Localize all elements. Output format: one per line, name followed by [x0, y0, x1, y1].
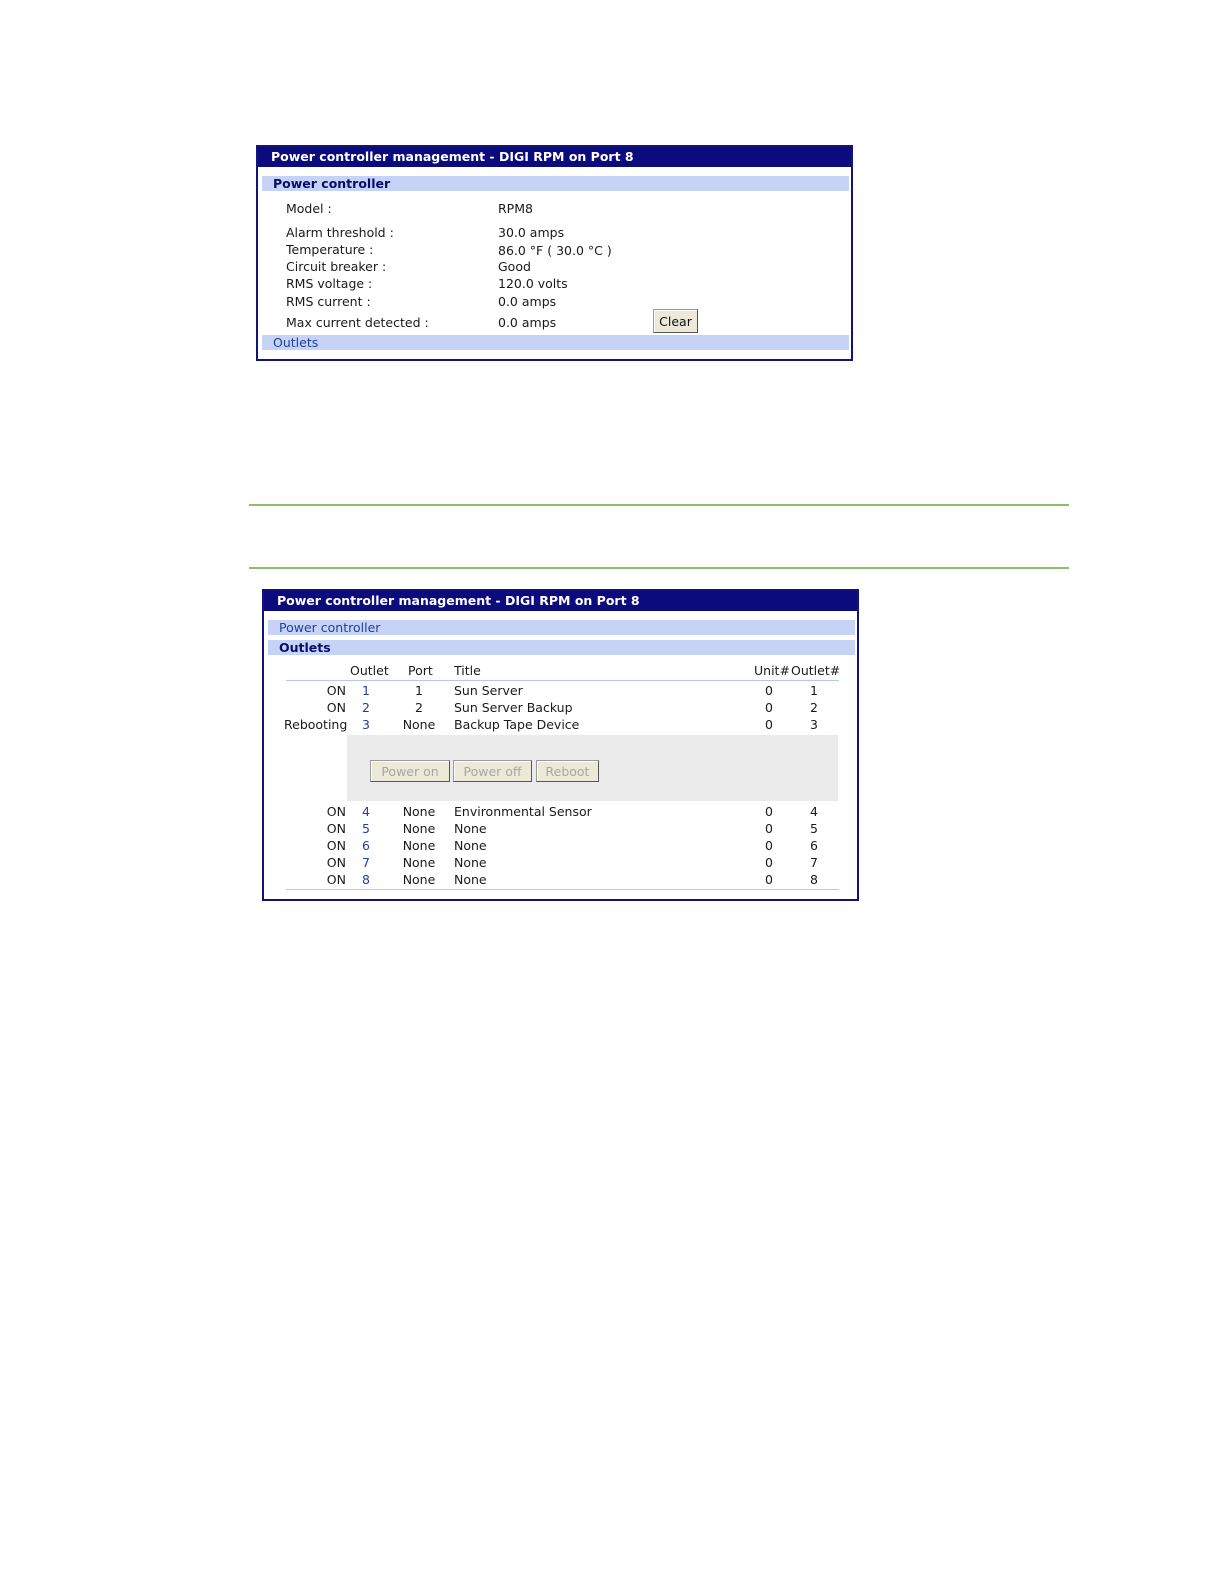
outlet-link[interactable]: 7: [362, 855, 370, 870]
outlet-number: 1: [810, 683, 818, 698]
power-controller-section-header[interactable]: Power controller: [262, 176, 849, 191]
outlet-title: Sun Server: [454, 683, 523, 698]
outlet-status: ON: [326, 683, 346, 698]
temperature-label: Temperature :: [286, 242, 374, 257]
power-controller-section-link[interactable]: Power controller: [268, 620, 855, 635]
panel-title: Power controller management - DIGI RPM on Port 8: [264, 591, 857, 611]
outlet-port: None: [402, 838, 436, 853]
outlet-number: 8: [810, 872, 818, 887]
outlet-status: ON: [326, 821, 346, 836]
outlet-port: None: [402, 872, 436, 887]
outlet-number: 5: [810, 821, 818, 836]
outlet-unit: 0: [765, 872, 773, 887]
outlet-unit: 0: [765, 700, 773, 715]
power-on-button[interactable]: Power on: [370, 760, 450, 782]
model-value: RPM8: [498, 201, 533, 216]
outlet-title: None: [454, 872, 487, 887]
table-bottom-divider: [286, 889, 839, 890]
outlet-unit: 0: [765, 717, 773, 732]
table-row-selected: [284, 717, 844, 734]
outlet-link[interactable]: 1: [362, 683, 370, 698]
outlet-status: ON: [326, 872, 346, 887]
model-label: Model :: [286, 201, 332, 216]
header-outlet: Outlet: [350, 663, 389, 678]
outlets-section-header[interactable]: Outlets: [268, 640, 855, 655]
outlet-status: ON: [326, 804, 346, 819]
rms-current-label: RMS current :: [286, 294, 371, 309]
outlet-link[interactable]: 6: [362, 838, 370, 853]
outlet-title: Sun Server Backup: [454, 700, 573, 715]
alarm-threshold-value: 30.0 amps: [498, 225, 565, 240]
temperature-value: 86.0 °F ( 30.0 °C ): [498, 243, 612, 258]
outlet-title: None: [454, 838, 487, 853]
table-row: [284, 700, 844, 717]
table-row: [284, 821, 844, 838]
header-title: Title: [454, 663, 481, 678]
outlet-port: 1: [415, 683, 423, 698]
outlet-control-area: [347, 735, 838, 801]
header-outlet-number: Outlet#: [791, 663, 841, 678]
table-row: [284, 872, 844, 889]
outlet-number: 7: [810, 855, 818, 870]
outlet-title: Environmental Sensor: [454, 804, 592, 819]
outlet-number: 3: [810, 717, 818, 732]
outlets-section-link[interactable]: Outlets: [262, 335, 849, 350]
alarm-threshold-label: Alarm threshold :: [286, 225, 394, 240]
outlet-number: 6: [810, 838, 818, 853]
outlet-unit: 0: [765, 821, 773, 836]
table-row: [284, 804, 844, 821]
outlet-title: None: [454, 855, 487, 870]
outlet-unit: 0: [765, 804, 773, 819]
reboot-button[interactable]: Reboot: [536, 760, 599, 782]
rms-current-value: 0.0 amps: [498, 294, 557, 309]
outlet-link[interactable]: 4: [362, 804, 370, 819]
outlet-title: None: [454, 821, 487, 836]
power-off-button[interactable]: Power off: [453, 760, 532, 782]
outlet-number: 4: [810, 804, 818, 819]
header-unit: Unit#: [754, 663, 790, 678]
outlet-status: ON: [326, 838, 346, 853]
outlets-table: [284, 663, 844, 891]
max-current-label: Max current detected :: [286, 315, 429, 330]
outlet-title: Backup Tape Device: [454, 717, 580, 732]
outlet-unit: 0: [765, 683, 773, 698]
max-current-value: 0.0 amps: [498, 315, 557, 330]
separator-line-top: [249, 504, 1069, 506]
outlet-link[interactable]: 8: [362, 872, 370, 887]
outlet-unit: 0: [765, 838, 773, 853]
table-row: [284, 855, 844, 872]
power-controller-panel: [256, 145, 853, 361]
outlet-unit: 0: [765, 855, 773, 870]
outlets-panel: [262, 589, 859, 901]
outlet-port: None: [402, 855, 436, 870]
circuit-breaker-label: Circuit breaker :: [286, 259, 387, 274]
outlet-port: None: [402, 804, 436, 819]
outlet-number: 2: [810, 700, 818, 715]
separator-line-bottom: [249, 567, 1069, 569]
table-row: [284, 683, 844, 700]
rms-voltage-value: 120.0 volts: [498, 276, 568, 291]
outlet-status: ON: [326, 700, 346, 715]
outlet-port: None: [402, 821, 436, 836]
clear-button[interactable]: Clear: [653, 309, 698, 333]
outlet-port: None: [402, 717, 436, 732]
outlet-status: Rebooting: [284, 717, 348, 732]
outlet-port: 2: [415, 700, 423, 715]
outlet-link[interactable]: 3: [362, 717, 370, 732]
header-port: Port: [408, 663, 433, 678]
outlet-link[interactable]: 2: [362, 700, 370, 715]
header-divider: [286, 680, 839, 681]
circuit-breaker-value: Good: [498, 259, 531, 274]
outlet-status: ON: [326, 855, 346, 870]
outlet-link[interactable]: 5: [362, 821, 370, 836]
panel-title: Power controller management - DIGI RPM on Port 8: [258, 147, 851, 167]
table-row: [284, 838, 844, 855]
rms-voltage-label: RMS voltage :: [286, 276, 373, 291]
